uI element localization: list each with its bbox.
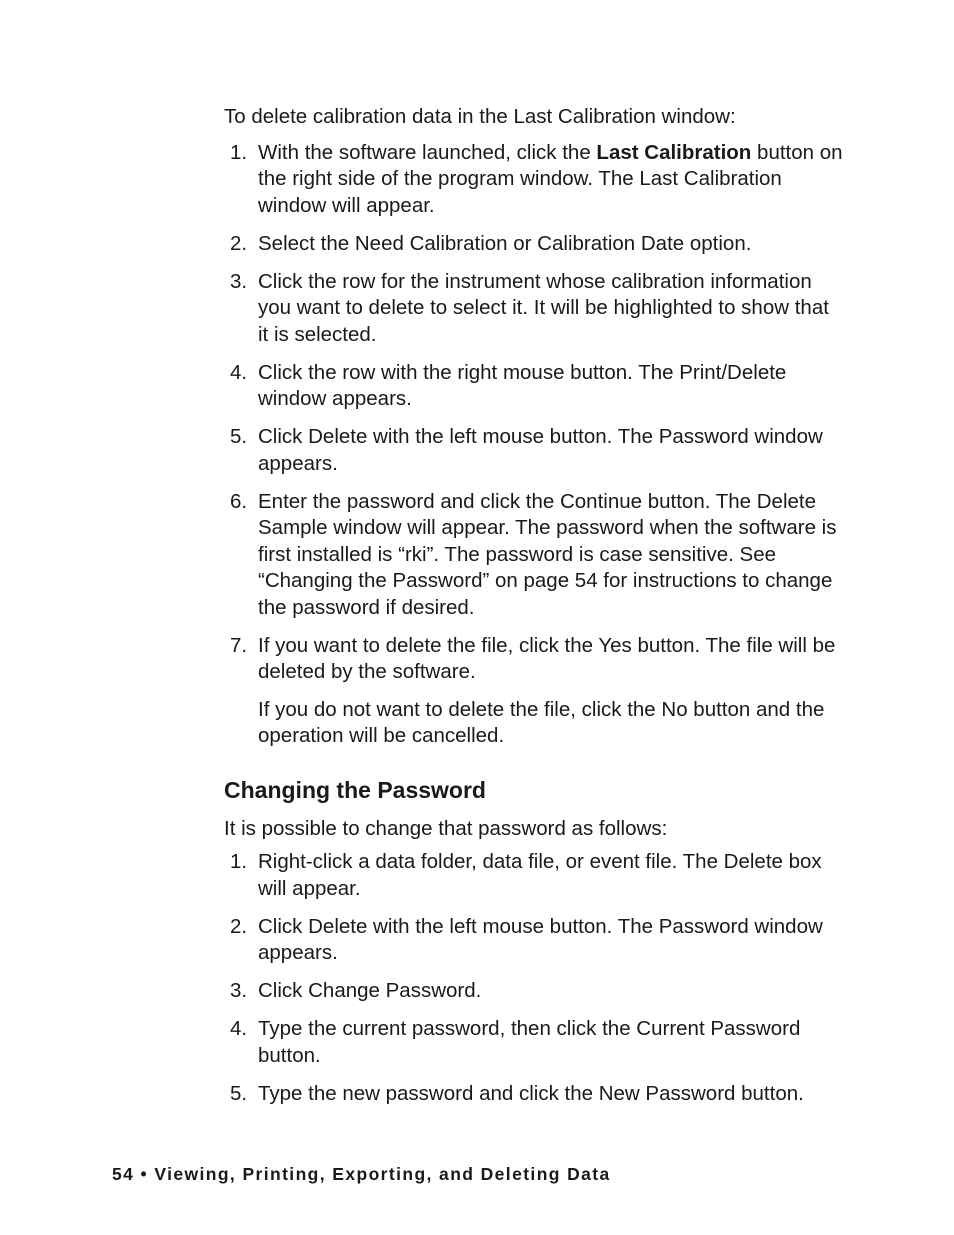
step-number: 2.	[230, 914, 248, 938]
step-text: Click the row with the right mouse button. The Print/Delete window appears.	[258, 360, 787, 410]
list-item	[224, 424, 844, 477]
list-item	[224, 140, 844, 220]
step-number: 1.	[230, 140, 248, 164]
intro-paragraph: To delete calibration data in the Last Calibration window:	[224, 105, 736, 128]
step-text: Select the Need Calibration or Calibration Date option.	[258, 231, 752, 255]
step-text: Type the new password and click the New Password button.	[258, 1081, 804, 1105]
step-number: 5.	[230, 425, 248, 448]
step-number: 5.	[230, 1081, 248, 1105]
list-item	[224, 633, 844, 750]
step-number: 2.	[230, 231, 248, 255]
step-text: Type the current password, then click the Current Password button.	[258, 1017, 801, 1067]
page-footer: 54 • Viewing, Printing, Exporting, and Deleting Data	[112, 1164, 611, 1184]
intro-paragraph: It is possible to change that password as follows:	[224, 816, 668, 840]
step-text: button on the right side of the program window. The Last Calibration window will appear.	[258, 140, 843, 217]
change-password-steps	[224, 849, 844, 1107]
step-text: Click Change Password.	[258, 979, 482, 1002]
step-text: Click the row for the instrument whose calibration information you want to delete to select it. It will be highlighted to show that it is selected.	[258, 269, 829, 346]
list-item	[224, 360, 844, 413]
list-item	[224, 914, 844, 967]
delete-calibration-steps	[224, 140, 844, 750]
step-text: If you want to delete the file, click the Yes button. The file will be deleted by the software.	[258, 633, 836, 683]
list-item	[224, 489, 844, 622]
step-number: 7.	[230, 633, 248, 657]
list-item	[224, 269, 844, 349]
list-item	[224, 978, 844, 1005]
step-text: Right-click a data folder, data file, or event file. The Delete box will appear.	[258, 850, 822, 900]
step-text: Click Delete with the left mouse button. The Password window appears.	[258, 425, 823, 475]
step-followup-text: If you do not want to delete the file, click the No button and the operation will be cancelled.	[258, 697, 825, 747]
list-item	[224, 231, 844, 258]
step-text: With the software launched, click the	[258, 140, 597, 164]
step-number: 4.	[230, 360, 248, 384]
section-heading: Changing the Password	[224, 776, 486, 803]
step-bold-text: Last Calibration	[596, 140, 752, 164]
page-content	[224, 104, 844, 1119]
step-text: Enter the password and click the Continue button. The Delete Sample window will appear. The password when the software is first installed is “rki”. The password is case sensitive. See “Changing the Password” on page 54 for instructions to change the password if desired.	[258, 489, 837, 619]
list-item	[224, 849, 844, 902]
step-number: 1.	[230, 850, 248, 873]
list-item	[224, 1016, 844, 1069]
step-number: 3.	[230, 269, 248, 293]
step-number: 3.	[230, 979, 248, 1002]
step-number: 6.	[230, 489, 248, 513]
list-item	[224, 1081, 844, 1108]
step-text: Click Delete with the left mouse button. The Password window appears.	[258, 914, 823, 964]
step-number: 4.	[230, 1017, 248, 1040]
